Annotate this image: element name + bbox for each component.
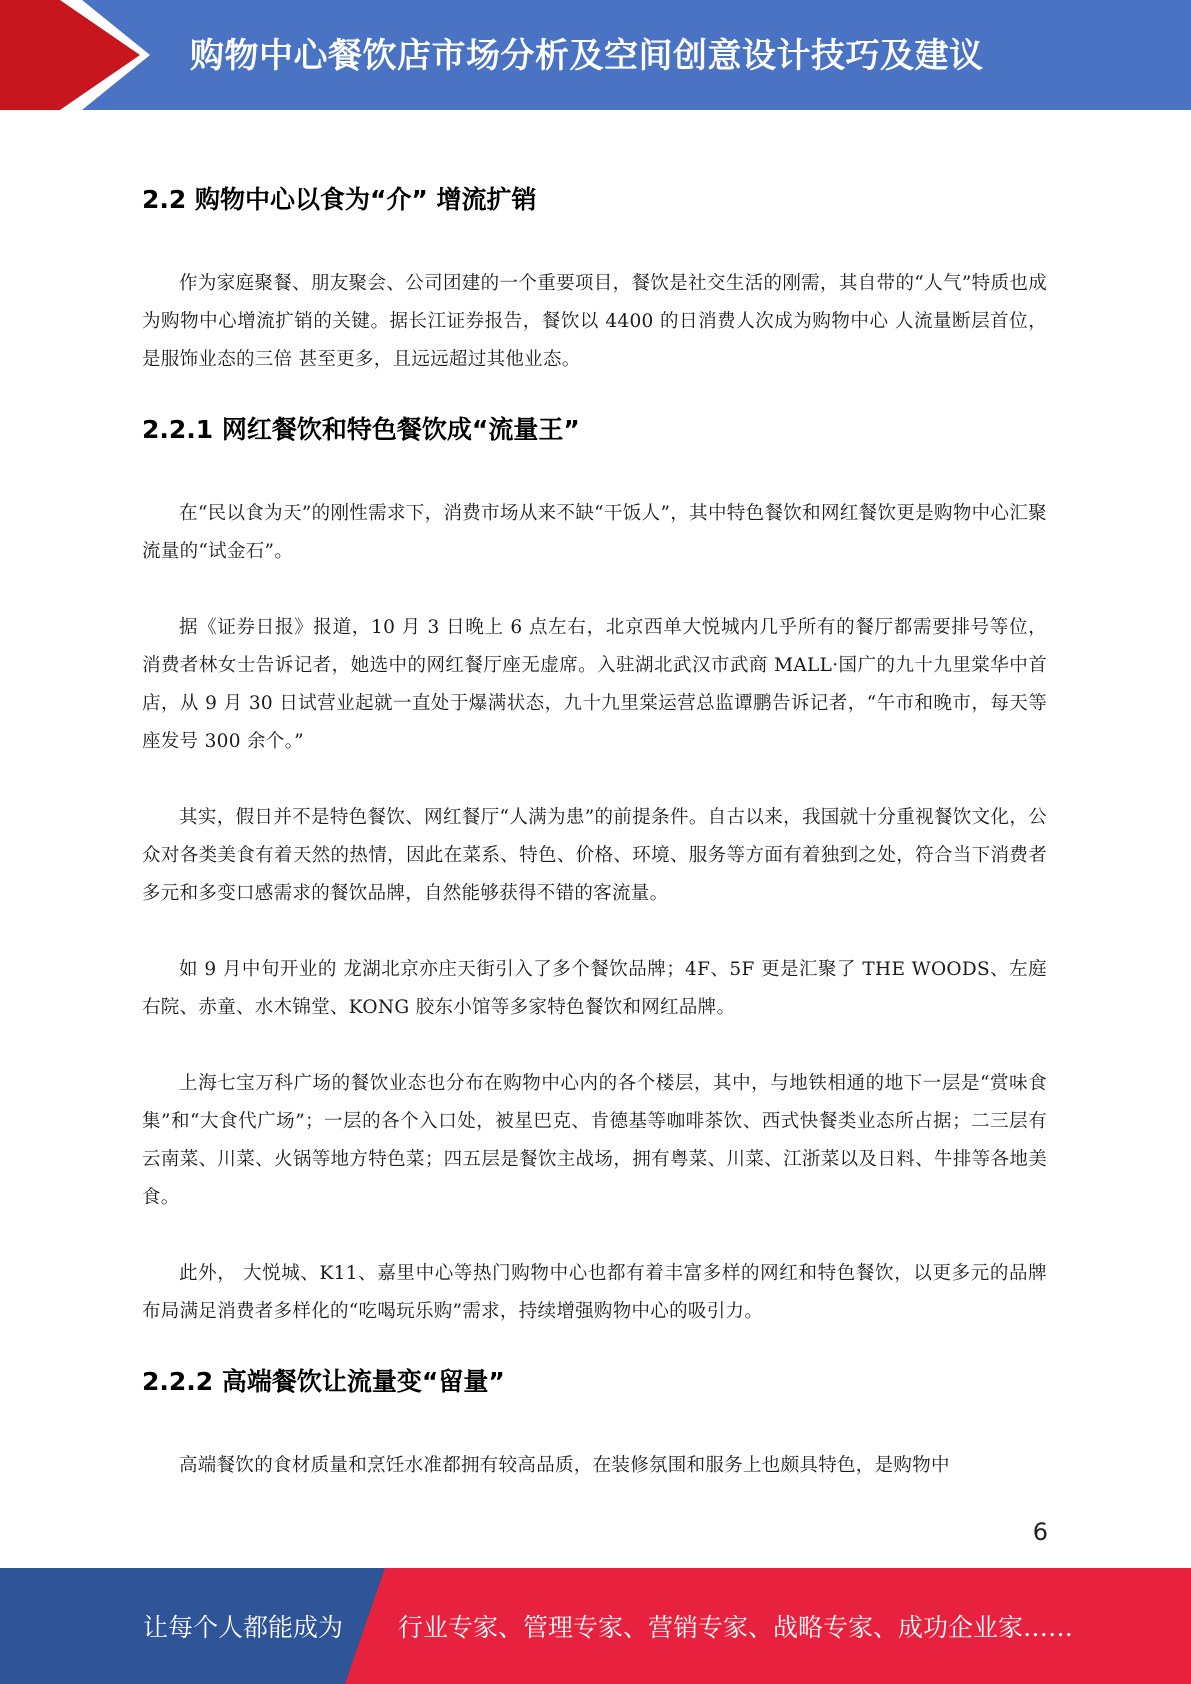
section-heading-2-2: 2.2 购物中心以食为“介” 增流扩销 [142,185,537,214]
paragraph: 在“民以食为天”的刚性需求下，消费市场从来不缺“干饭人”，其中特色餐饮和网红餐饮更是购物中心汇聚流量的“试金石”。 [142,503,1047,562]
footer-slogan-right: 行业专家、管理专家、营销专家、战略专家、成功企业家…… [398,1613,1074,1642]
paragraph: 其实，假日并不是特色餐饮、网红餐厅“人满为患”的前提条件。自古以来，我国就十分重视餐饮文化，公众对各类美食有着天然的热情，因此在菜系、特色、价格、环境、服务等方面有着独到之处，符合当下消费者多元和多变口感需求的餐饮品牌，自然能够获得不错的客流量。 [142,807,1047,904]
page-number: 6 [1032,1518,1048,1546]
paragraph: 如 9 月中旬开业的 龙湖北京亦庄天街引入了多个餐饮品牌；4F、5F 更是汇聚了 THE WOODS、左庭右院、赤童、水木锦堂、KONG 胶东小馆等多家特色餐饮和网红品牌。 [142,959,1047,1018]
footer-slogan-left: 让每个人都能成为 [143,1613,344,1642]
header-title: 购物中心餐饮店市场分析及空间创意设计技巧及建议 [190,36,984,76]
page-footer [0,1568,1191,1684]
section-heading-2-2-2: 2.2.2 高端餐饮让流量变“留量” [142,1367,505,1396]
paragraph: 据《证券日报》报道，10 月 3 日晚上 6 点左右，北京西单大悦城内几乎所有的餐厅都需要排号等位，消费者林女士告诉记者，她选中的网红餐厅座无虚席。入驻湖北武汉市武商 MALL·国广的九十九里棠华中首店，从 9 月 30 日试营业起就一直处于爆满状态，九十九里棠运营总监谭鹏告诉记者，“午市和晚市，每天等座发号 300 余个。” [142,617,1047,752]
paragraph: 作为家庭聚餐、朋友聚会、公司团建的一个重要项目，餐饮是社交生活的刚需，其自带的“人气”特质也成为购物中心增流扩销的关键。据长江证券报告，餐饮以 4400 的日消费人次成为购物中心 人流量断层首位，是服饰业态的三倍 甚至更多，且远远超过其他业态。 [142,273,1047,370]
paragraph: 高端餐饮的食材质量和烹饪水准都拥有较高品质，在装修氛围和服务上也颇具特色，是购物中 [179,1455,950,1476]
section-heading-2-2-1: 2.2.1 网红餐饮和特色餐饮成“流量王” [142,415,580,444]
paragraph: 上海七宝万科广场的餐饮业态也分布在购物中心内的各个楼层，其中，与地铁相通的地下一层是“赏味食集”和“大食代广场”；一层的各个入口处，被星巴克、肯德基等咖啡茶饮、西式快餐类业态所占据；二三层有云南菜、川菜、火锅等地方特色菜；四五层是餐饮主战场，拥有粤菜、川菜、江浙菜以及日料、牛排等各地美食。 [142,1073,1047,1208]
paragraph: 此外， 大悦城、K11、嘉里中心等热门购物中心也都有着丰富多样的网红和特色餐饮，以更多元的品牌布局满足消费者多样化的“吃喝玩乐购”需求，持续增强购物中心的吸引力。 [142,1263,1047,1322]
page-header [0,0,1191,110]
document-body [142,175,1047,1485]
